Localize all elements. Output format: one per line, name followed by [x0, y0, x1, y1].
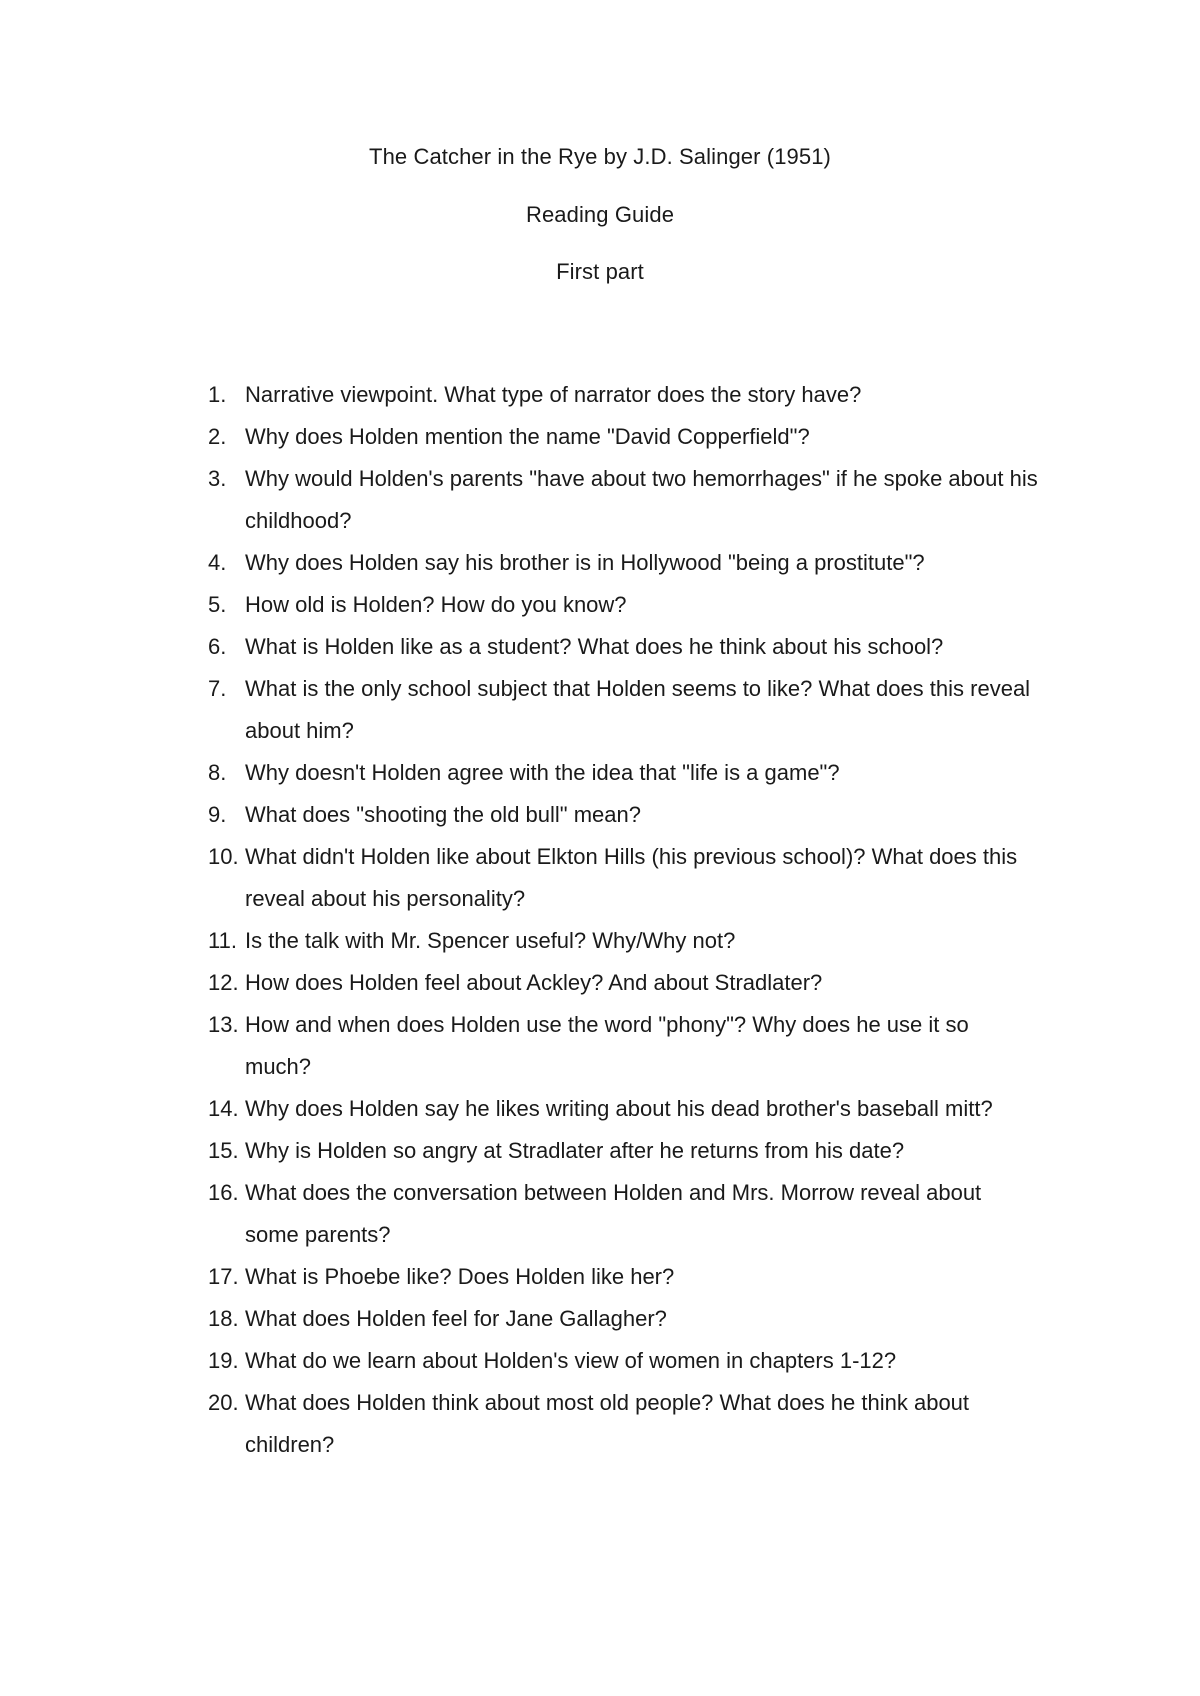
question-text: What does "shooting the old bull" mean? [245, 802, 641, 827]
question-item [208, 458, 1038, 542]
question-item [208, 752, 1038, 794]
question-text: What does the conversation between Holden and Mrs. Morrow reveal about some parents? [245, 1180, 982, 1247]
question-text: Why does Holden mention the name "David Copperfield"? [245, 424, 810, 449]
question-item [208, 920, 1038, 962]
question-number: 2. [208, 424, 227, 449]
question-item [208, 1256, 1038, 1298]
question-number: 13. [208, 1012, 239, 1037]
question-text: Why does Holden say he likes writing about his dead brother's baseball mitt? [245, 1096, 993, 1121]
question-number: 5. [208, 592, 227, 617]
question-number: 16. [208, 1180, 239, 1205]
question-text: Narrative viewpoint. What type of narrator does the story have? [245, 382, 862, 407]
question-item [208, 1340, 1038, 1382]
question-number: 10. [208, 844, 239, 869]
question-item [208, 1298, 1038, 1340]
question-text: Why would Holden's parents "have about two hemorrhages" if he spoke about his childhood? [245, 466, 1038, 533]
question-text: What do we learn about Holden's view of women in chapters 1-12? [245, 1348, 897, 1373]
question-text: What does Holden think about most old people? What does he think about children? [245, 1390, 970, 1457]
question-list [208, 374, 1038, 1466]
question-item [208, 626, 1038, 668]
question-text: What is Holden like as a student? What does he think about his school? [245, 634, 944, 659]
question-item [208, 1382, 1038, 1466]
question-item [208, 1088, 1038, 1130]
question-number: 3. [208, 466, 227, 491]
question-item [208, 836, 1038, 920]
question-item [208, 1130, 1038, 1172]
document-title: The Catcher in the Rye by J.D. Salinger (1951) [369, 144, 831, 169]
question-number: 9. [208, 802, 227, 827]
question-text: What didn't Holden like about Elkton Hills (his previous school)? What does this reveal about his personality? [245, 844, 1018, 911]
question-text: Why does Holden say his brother is in Hollywood "being a prostitute"? [245, 550, 925, 575]
question-item [208, 416, 1038, 458]
question-item [208, 374, 1038, 416]
section-label: First part [556, 259, 644, 284]
question-text: Why doesn't Holden agree with the idea that "life is a game"? [245, 760, 840, 785]
question-number: 19. [208, 1348, 239, 1373]
question-text: What does Holden feel for Jane Gallagher? [245, 1306, 667, 1331]
question-number: 8. [208, 760, 227, 785]
question-text: How does Holden feel about Ackley? And about Stradlater? [245, 970, 823, 995]
question-number: 7. [208, 676, 227, 701]
question-text: How old is Holden? How do you know? [245, 592, 627, 617]
question-item [208, 962, 1038, 1004]
question-item [208, 1004, 1038, 1088]
question-number: 20. [208, 1390, 239, 1415]
question-number: 17. [208, 1264, 239, 1289]
question-item [208, 668, 1038, 752]
question-number: 14. [208, 1096, 239, 1121]
question-number: 1. [208, 382, 227, 407]
question-number: 6. [208, 634, 227, 659]
question-item [208, 794, 1038, 836]
question-number: 15. [208, 1138, 239, 1163]
document-subtitle: Reading Guide [525, 202, 675, 227]
question-text: What is the only school subject that Holden seems to like? What does this reveal about him? [245, 676, 1031, 743]
question-text: What is Phoebe like? Does Holden like her? [245, 1264, 675, 1289]
question-number: 18. [208, 1306, 239, 1331]
question-number: 11. [208, 928, 237, 953]
question-text: Why is Holden so angry at Stradlater after he returns from his date? [245, 1138, 905, 1163]
question-item [208, 542, 1038, 584]
question-item [208, 1172, 1038, 1256]
question-text: How and when does Holden use the word "phony"? Why does he use it so much? [245, 1012, 969, 1079]
question-text: Is the talk with Mr. Spencer useful? Why/Why not? [245, 928, 736, 953]
question-number: 12. [208, 970, 239, 995]
question-number: 4. [208, 550, 227, 575]
question-item [208, 584, 1038, 626]
